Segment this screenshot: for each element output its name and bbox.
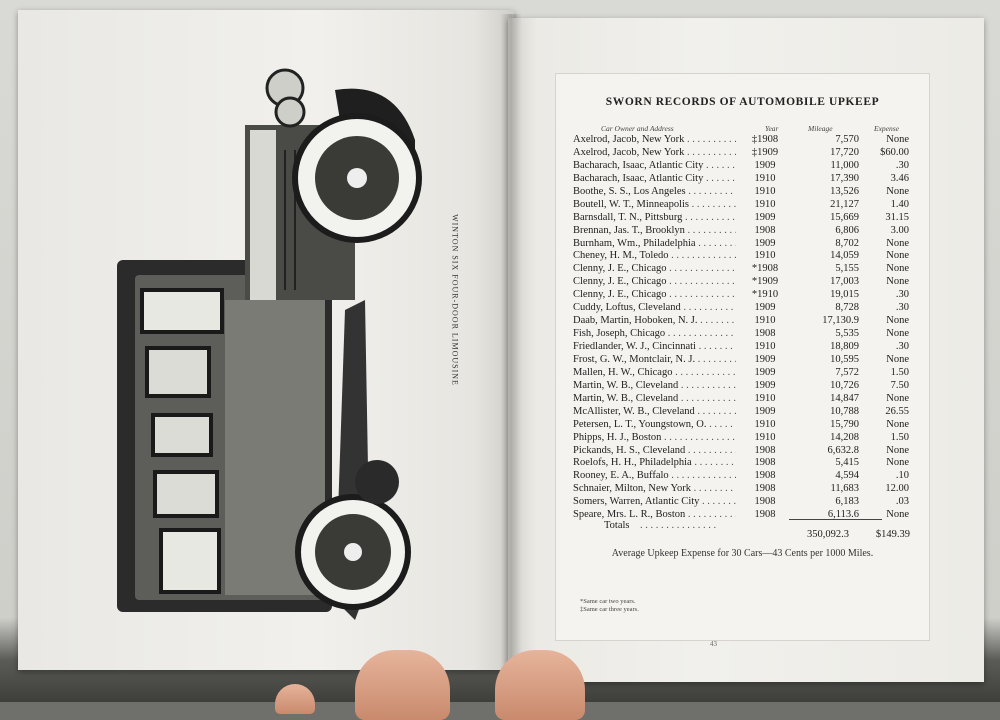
owner-cell: Barnsdall, T. N., Pittsburg . . . <box>573 212 736 223</box>
year-cell: 1908 <box>754 328 776 340</box>
year-cell: 1908 <box>754 483 776 495</box>
owner-cell: Cheney, H. M., Toledo . . . <box>573 250 736 261</box>
table-row <box>573 432 913 445</box>
expense-cell: .30 <box>895 302 909 314</box>
expense-cell: None <box>886 328 909 340</box>
finger <box>355 650 450 720</box>
owner-cell: Clenny, J. E., Chicago . . . <box>573 289 736 300</box>
expense-cell: 1.40 <box>890 198 909 210</box>
year-cell: *1908 <box>751 263 779 275</box>
mileage-cell: 8,728 <box>835 302 859 314</box>
table-row <box>573 134 913 147</box>
table-row <box>573 289 913 302</box>
expense-cell: 3.00 <box>890 224 909 236</box>
expense-cell: 1.50 <box>890 366 909 378</box>
expense-cell: .03 <box>895 496 909 508</box>
table-row <box>573 328 913 341</box>
mileage-cell: 6,806 <box>835 224 859 236</box>
expense-cell: None <box>886 353 909 365</box>
column-expense: Expense <box>874 124 899 133</box>
mileage-cell: 13,526 <box>830 185 859 197</box>
mileage-cell: 5,155 <box>835 263 859 275</box>
owner-cell: Friedlander, W. J., Cincinnati . . . <box>573 341 736 352</box>
owner-cell: Pickands, H. S., Cleveland . . . <box>573 445 736 456</box>
expense-cell: .30 <box>895 289 909 301</box>
expense-cell: None <box>886 315 909 327</box>
owner-cell: Clenny, J. E., Chicago . . . <box>573 263 736 274</box>
mileage-cell: 5,535 <box>835 328 859 340</box>
year-cell: 1909 <box>754 159 776 171</box>
page-number: 43 <box>710 640 717 648</box>
mileage-cell: 14,059 <box>830 250 859 262</box>
expense-cell: None <box>886 263 909 275</box>
owner-cell: Burnham, Wm., Philadelphia . . . <box>573 238 736 249</box>
expense-cell: None <box>886 418 909 430</box>
table-row <box>573 367 913 380</box>
table-row <box>573 212 913 225</box>
mileage-cell: 10,595 <box>830 353 859 365</box>
table-row <box>573 354 913 367</box>
expense-cell: None <box>886 509 909 521</box>
owner-cell: Roelofs, H. H., Philadelphia . . . <box>573 457 736 468</box>
owner-cell: Petersen, L. T., Youngstown, O. . . . <box>573 419 736 430</box>
thumb <box>495 650 585 720</box>
table-row <box>573 419 913 432</box>
expense-cell: .30 <box>895 159 909 171</box>
mileage-cell: 17,130.9 <box>822 315 859 327</box>
expense-cell: 12.00 <box>885 483 909 495</box>
table-row <box>573 160 913 173</box>
table-row <box>573 496 913 509</box>
mileage-cell: 15,669 <box>830 211 859 223</box>
owner-cell: Cuddy, Loftus, Cleveland . . . <box>573 302 736 313</box>
illustration-caption: WINTON SIX FOUR-DOOR LIMOUSINE <box>450 214 460 386</box>
table-row <box>573 315 913 328</box>
owner-cell: Rooney, E. A., Buffalo . . . <box>573 470 736 481</box>
owner-cell: Schnaier, Milton, New York . . . <box>573 483 736 494</box>
records-title: SWORN RECORDS OF AUTOMOBILE UPKEEP <box>605 96 880 108</box>
mileage-cell: 10,726 <box>830 379 859 391</box>
expense-cell: .10 <box>895 470 909 482</box>
mileage-cell: 8,702 <box>835 237 859 249</box>
year-cell: 1910 <box>754 392 776 404</box>
owner-cell: Brennan, Jas. T., Brooklyn . . . <box>573 225 736 236</box>
expense-cell: $60.00 <box>880 146 909 158</box>
mileage-cell: 6,632.8 <box>827 444 859 456</box>
table-row <box>573 406 913 419</box>
book-spine <box>500 14 522 682</box>
expense-cell: .30 <box>895 341 909 352</box>
mileage-cell: 17,003 <box>830 276 859 288</box>
table-row <box>573 380 913 393</box>
expense-cell: None <box>886 444 909 456</box>
year-cell: 1908 <box>754 470 776 482</box>
year-cell: 1909 <box>754 211 776 223</box>
year-cell: *1910 <box>751 289 779 301</box>
year-cell: 1910 <box>754 172 776 184</box>
mileage-cell: 6,183 <box>835 496 859 508</box>
owner-cell: Fish, Joseph, Chicago . . . <box>573 328 736 339</box>
year-cell: 1910 <box>754 418 776 430</box>
owner-cell: Somers, Warren, Atlantic City . . . <box>573 496 736 507</box>
records-table <box>573 134 913 522</box>
table-row <box>573 393 913 406</box>
year-cell: 1909 <box>754 302 776 314</box>
owner-cell: Martin, W. B., Cleveland . . . <box>573 380 736 391</box>
limousine-illustration <box>95 60 435 630</box>
year-cell: 1909 <box>754 379 776 391</box>
table-row <box>573 457 913 470</box>
table-row <box>573 483 913 496</box>
footnote-two-years: *Same car two years. <box>580 598 636 605</box>
year-cell: ‡1908 <box>751 134 779 145</box>
year-cell: ‡1909 <box>751 146 779 158</box>
mileage-cell: 14,847 <box>830 392 859 404</box>
year-cell: 1908 <box>754 444 776 456</box>
year-cell: 1908 <box>754 224 776 236</box>
owner-cell: Martin, W. B., Cleveland . . . <box>573 393 736 404</box>
records-panel <box>555 73 930 641</box>
mileage-cell: 7,570 <box>835 134 859 145</box>
totals-mileage: 350,092.3 <box>807 529 849 540</box>
owner-cell: Speare, Mrs. L. R., Boston . . . <box>573 509 736 520</box>
year-cell: 1908 <box>754 457 776 469</box>
year-cell: 1909 <box>754 405 776 417</box>
totals-label: Totals <box>604 520 630 531</box>
average-expense-note: Average Upkeep Expense for 30 Cars—43 Cents per 1000 Miles. <box>611 548 874 559</box>
year-cell: 1910 <box>754 315 776 327</box>
owner-cell: Bacharach, Isaac, Atlantic City . . . <box>573 160 736 171</box>
year-cell: 1910 <box>754 341 776 352</box>
table-row <box>573 263 913 276</box>
year-cell: 1910 <box>754 250 776 262</box>
owner-cell: Daab, Martin, Hoboken, N. J. . . . <box>573 315 736 326</box>
mileage-cell: 11,000 <box>830 159 859 171</box>
year-cell: 1910 <box>754 198 776 210</box>
column-owner: Car Owner and Address <box>601 124 674 133</box>
table-row <box>573 199 913 212</box>
owner-cell: Mallen, H. W., Chicago . . . <box>573 367 736 378</box>
totals-leader: . . . . . . . . . . . . . . . <box>640 520 717 531</box>
table-row <box>573 276 913 289</box>
expense-cell: 26.55 <box>885 405 909 417</box>
column-mileage: Mileage <box>808 124 833 133</box>
year-cell: *1909 <box>751 276 779 288</box>
mileage-cell: 11,683 <box>830 483 859 495</box>
table-row <box>573 470 913 483</box>
expense-cell: 7.50 <box>890 379 909 391</box>
expense-cell: None <box>886 237 909 249</box>
mileage-cell: 10,788 <box>830 405 859 417</box>
owner-cell: Phipps, H. J., Boston . . . <box>573 432 736 443</box>
year-cell: 1908 <box>754 509 776 521</box>
table-row <box>573 238 913 251</box>
column-year: Year <box>765 124 779 133</box>
table-row <box>573 225 913 238</box>
expense-cell: None <box>886 185 909 197</box>
mileage-cell: 5,415 <box>835 457 859 469</box>
owner-cell: Boothe, S. S., Los Angeles . . . <box>573 186 736 197</box>
year-cell: 1909 <box>754 237 776 249</box>
table-row <box>573 173 913 186</box>
mileage-cell: 15,790 <box>830 418 859 430</box>
expense-cell: 3.46 <box>890 172 909 184</box>
expense-cell: 1.50 <box>890 431 909 443</box>
expense-cell: None <box>886 392 909 404</box>
totals-expense: $149.39 <box>875 529 910 540</box>
mileage-cell: 14,208 <box>830 431 859 443</box>
owner-cell: Frost, G. W., Montclair, N. J. . . . <box>573 354 736 365</box>
mileage-cell: 7,572 <box>835 366 859 378</box>
footnote-three-years: ‡Same car three years. <box>580 606 639 613</box>
totals-rule <box>789 519 882 520</box>
owner-cell: McAllister, W. B., Cleveland . . . <box>573 406 736 417</box>
mileage-cell: 17,390 <box>830 172 859 184</box>
mileage-cell: 21,127 <box>830 198 859 210</box>
expense-cell: None <box>886 134 909 145</box>
mileage-cell: 6,113.6 <box>827 509 859 521</box>
expense-cell: 31.15 <box>885 211 909 223</box>
owner-cell: Clenny, J. E., Chicago . . . <box>573 276 736 287</box>
year-cell: 1909 <box>754 366 776 378</box>
mileage-cell: 4,594 <box>835 470 859 482</box>
expense-cell: None <box>886 276 909 288</box>
table-row <box>573 147 913 160</box>
year-cell: 1910 <box>754 431 776 443</box>
year-cell: 1910 <box>754 185 776 197</box>
table-row <box>573 250 913 263</box>
expense-cell: None <box>886 457 909 469</box>
mileage-cell: 17,720 <box>830 146 859 158</box>
mileage-cell: 18,809 <box>830 341 859 352</box>
table-row <box>573 186 913 199</box>
year-cell: 1909 <box>754 353 776 365</box>
mileage-cell: 19,015 <box>830 289 859 301</box>
owner-cell: Axelrod, Jacob, New York . . . <box>573 134 736 145</box>
table-row <box>573 445 913 458</box>
table-row <box>573 341 913 354</box>
expense-cell: None <box>886 250 909 262</box>
owner-cell: Axelrod, Jacob, New York . . . <box>573 147 736 158</box>
owner-cell: Bacharach, Isaac, Atlantic City . . . <box>573 173 736 184</box>
table-row <box>573 302 913 315</box>
owner-cell: Boutell, W. T., Minneapolis . . . <box>573 199 736 210</box>
year-cell: 1908 <box>754 496 776 508</box>
